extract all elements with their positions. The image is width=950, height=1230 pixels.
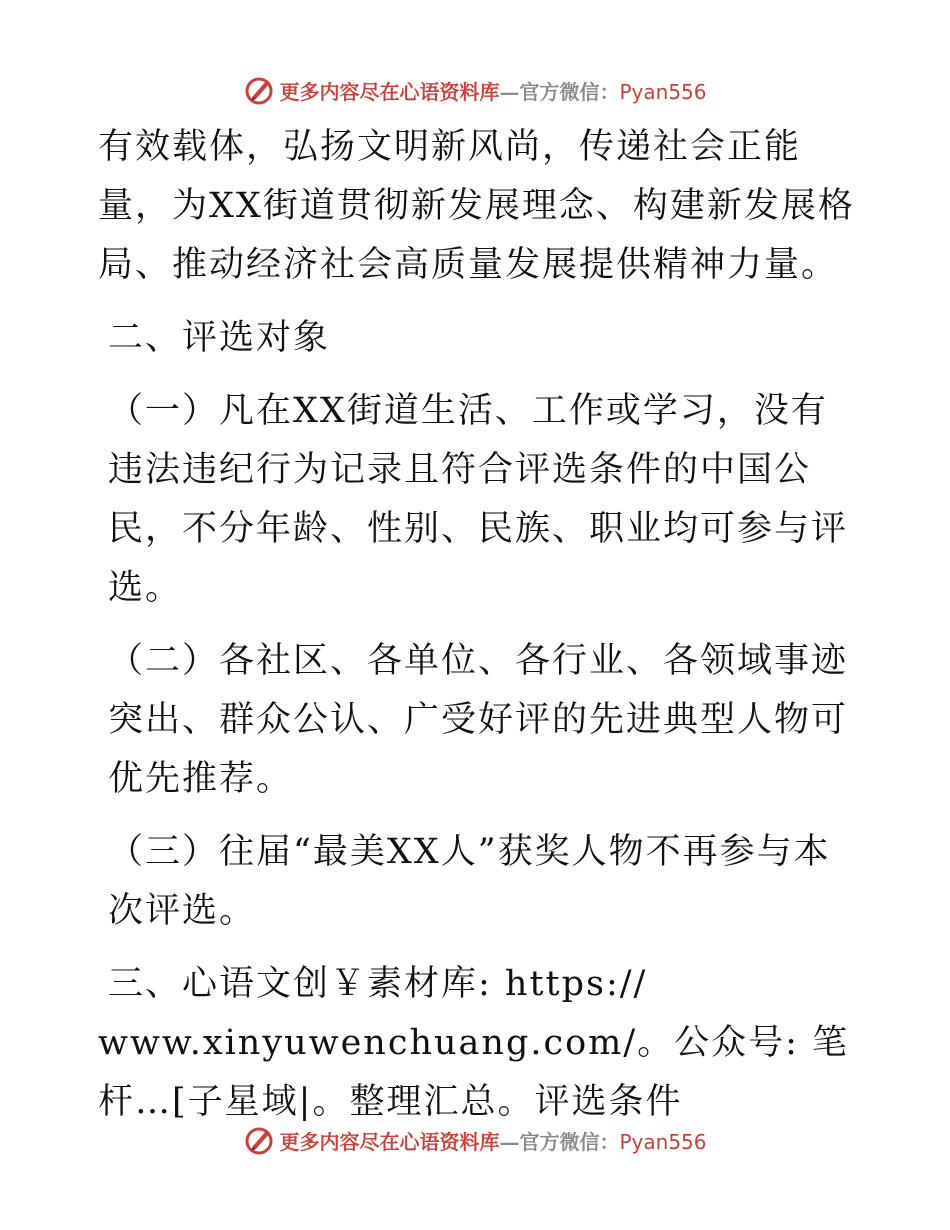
section-heading-eval-targets: 二、评选对象 bbox=[108, 318, 331, 358]
paragraph-intro: 有效载体，弘扬文明新风尚，传递社会正能量，为XX街道贯彻新发展理念、构建新发展格局、推动经济社会高质量发展提供精神力量。 bbox=[98, 127, 855, 285]
watermark-text: 更多内容尽在心语资料库—官方微信：Pyan556 bbox=[279, 79, 707, 104]
pen-logo-icon bbox=[243, 74, 275, 106]
section-heading-criteria-line1: 三、心语文创￥素材库: https:// bbox=[108, 964, 648, 1004]
watermark-banner-top bbox=[0, 70, 950, 110]
pen-logo-icon bbox=[243, 1124, 275, 1156]
paragraph-item-2: （二）各社区、各单位、各行业、各领域事迹突出、群众公认、广受好评的先进典型人物可优先推荐。 bbox=[108, 641, 849, 799]
paragraph-item-1: （一）凡在XX街道生活、工作或学习，没有违法违纪行为记录且符合评选条件的中国公民，不分年龄、性别、民族、职业均可参与评选。 bbox=[108, 391, 849, 608]
section-heading-criteria-line2: www.xinyuwenchuang.com/。公众号: 笔杆…[子星域|。整理汇总。评选条件 bbox=[98, 1023, 850, 1122]
watermark-text: 更多内容尽在心语资料库—官方微信：Pyan556 bbox=[279, 1129, 707, 1154]
paragraph-item-3: （三）往届“最美XX人”获奖人物不再参与本次评选。 bbox=[108, 832, 831, 931]
document-body bbox=[98, 118, 858, 1146]
watermark-banner-bottom bbox=[0, 1120, 950, 1160]
